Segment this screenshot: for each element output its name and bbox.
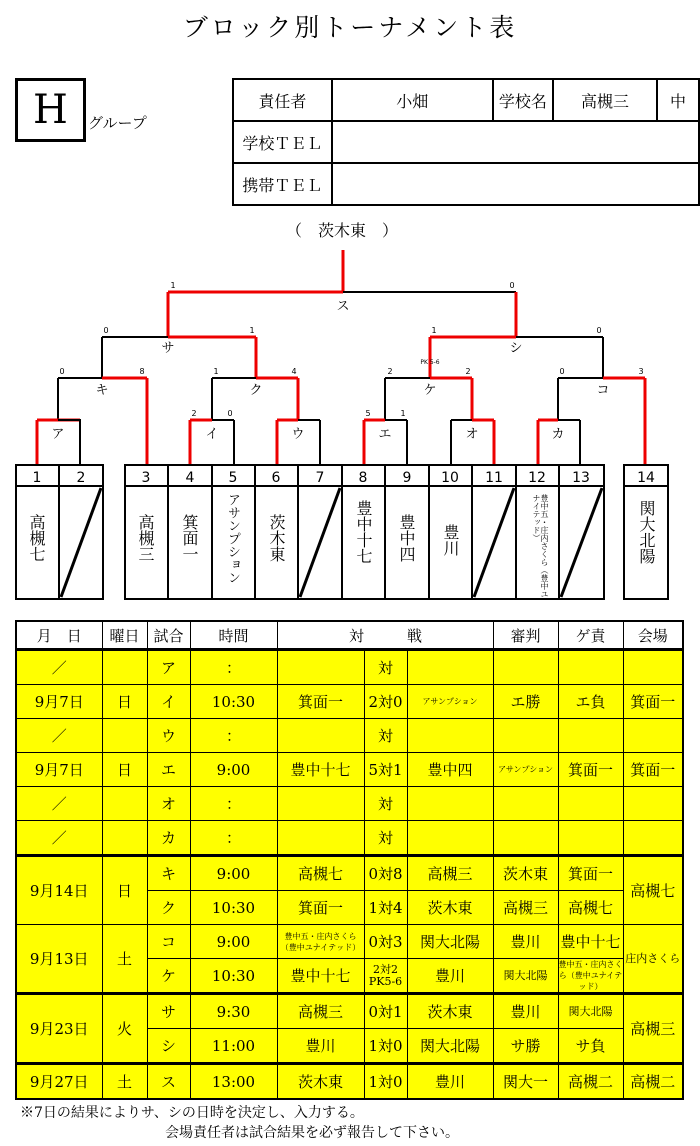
team-name: 豊中五・庄内さくら（豊中ユナイテッド） [532, 494, 549, 598]
header-spacer [364, 621, 407, 650]
score: 1 [170, 281, 176, 290]
schedule-rows-first-round [16, 650, 683, 856]
cell-date: ／ [16, 821, 102, 856]
cell-game: ケ [147, 959, 190, 994]
cell-referee [493, 821, 558, 856]
cell-game: キ [147, 856, 190, 891]
slot-number: 8 [358, 470, 368, 486]
cell-date: 9月7日 [16, 753, 102, 787]
cell-team-b [407, 787, 493, 821]
cell-team-b: アサンプション [407, 685, 493, 719]
cell-team-a: 豊中五・庄内さくら（豊中ユナイテッド） [277, 925, 364, 959]
header-game: 試合 [147, 621, 190, 650]
header-date: 月 日 [16, 621, 102, 650]
slot-number: 11 [485, 470, 503, 486]
score: 1 [400, 409, 406, 418]
match-label: ス [336, 299, 350, 314]
score: 2 [465, 367, 471, 376]
cell-team-a: 高槻七 [277, 856, 364, 891]
school-value: 高槻三 [553, 79, 657, 121]
cell-score: 0対1 [364, 994, 407, 1029]
cell-day: 日 [102, 685, 147, 719]
cell-day: 火 [102, 994, 147, 1064]
tournament-bracket [0, 240, 700, 470]
cell-game: サ [147, 994, 190, 1029]
cell-game-resp: 高槻二 [558, 1064, 623, 1100]
team-name: 豊中四 [397, 514, 416, 562]
header-game-resp: ゲ責 [558, 621, 623, 650]
header-time: 時間 [190, 621, 277, 650]
score: 0 [227, 409, 233, 418]
cell-time: 10:30 [190, 685, 277, 719]
cell-team-a: 茨木東 [277, 1064, 364, 1100]
page-title: ブロック別トーナメント表 [182, 13, 518, 42]
cell-time: ： [190, 821, 277, 856]
cell-day: 土 [102, 925, 147, 994]
slot-number: 12 [528, 470, 546, 486]
cell-team-b [407, 821, 493, 856]
score: 3 [638, 367, 644, 376]
header-venue: 会場 [623, 621, 683, 650]
schedule-table [15, 620, 684, 1100]
cell-score: 0対3 [364, 925, 407, 959]
cell-day: 土 [102, 1064, 147, 1100]
cell-team-a: 豊中十七 [277, 753, 364, 787]
cell-time: 10:30 [190, 959, 277, 994]
table-row [16, 719, 683, 753]
cell-team-b: 豊中四 [407, 753, 493, 787]
cell-team-b: 関大北陽 [407, 1029, 493, 1064]
score: 0 [103, 326, 109, 335]
cell-game-resp: 箕面一 [558, 856, 623, 891]
cell-day [102, 650, 147, 685]
header-day: 曜日 [102, 621, 147, 650]
match-label: ア [51, 427, 65, 442]
team-name: 豊川 [441, 524, 460, 556]
cell-score: 5対1 [364, 753, 407, 787]
match-label: コ [596, 383, 610, 398]
team-name: アサンプション [225, 493, 240, 584]
cell-team-a: 箕面一 [277, 685, 364, 719]
cell-game: コ [147, 925, 190, 959]
cell-team-a: 高槻三 [277, 994, 364, 1029]
cell-game-resp [558, 719, 623, 753]
cell-time: 9:30 [190, 994, 277, 1029]
team-name: 茨木東 [267, 514, 286, 562]
score: 5 [365, 409, 371, 418]
cell-score: 2対0 [364, 685, 407, 719]
score: 1 [431, 326, 437, 335]
slot-number: 10 [441, 470, 459, 486]
match-label: サ [161, 341, 175, 356]
cell-score: 対 [364, 719, 407, 753]
cell-team-b: 茨木東 [407, 891, 493, 925]
cell-team-a: 箕面一 [277, 891, 364, 925]
match-label: キ [95, 383, 109, 398]
cell-venue: 庄内さくら [623, 925, 683, 994]
champion-label: （ 茨木東 ） [286, 221, 399, 240]
slot-number: 6 [271, 470, 281, 486]
slot-number: 1 [32, 470, 42, 486]
table-row [16, 787, 683, 821]
footnote: 会場責任者は試合結果を必ず報告して下さい。 [165, 1125, 459, 1141]
cell-referee: アサンプション [493, 753, 558, 787]
score: 1 [213, 367, 219, 376]
match-label: シ [509, 341, 523, 356]
pk-score: PK 5-6 [420, 359, 440, 366]
schedule-rows-second-round [16, 856, 683, 994]
cell-team-a: 豊中十七 [277, 959, 364, 994]
cell-game: イ [147, 685, 190, 719]
cell-venue: 高槻二 [623, 1064, 683, 1100]
cell-game: ウ [147, 719, 190, 753]
match-label: ク [249, 383, 263, 398]
cell-game-resp: 関大北陽 [558, 994, 623, 1029]
table-row [16, 650, 683, 685]
cell-game-resp [558, 821, 623, 856]
table-row [16, 753, 683, 787]
slot-number: 14 [637, 470, 655, 486]
slot-number: 4 [185, 470, 195, 486]
slot-number: 3 [141, 470, 151, 486]
cell-referee: エ勝 [493, 685, 558, 719]
cell-score: 1対0 [364, 1064, 407, 1100]
mobile-tel-label: 携帯ＴＥＬ [233, 163, 332, 205]
table-row [16, 821, 683, 856]
cell-venue: 箕面一 [623, 685, 683, 719]
level-value: 中 [657, 79, 699, 121]
slot-number: 13 [572, 470, 590, 486]
cell-date: 9月27日 [16, 1064, 102, 1100]
schedule-rows-final [16, 1064, 683, 1100]
cell-date: ／ [16, 787, 102, 821]
cell-day: 日 [102, 856, 147, 925]
cell-day: 日 [102, 753, 147, 787]
team-name: 豊中十七 [354, 500, 373, 564]
cell-game: ス [147, 1064, 190, 1100]
header-referee: 審判 [493, 621, 558, 650]
cell-referee: 高槻三 [493, 891, 558, 925]
score: 4 [291, 367, 297, 376]
cell-time: 9:00 [190, 856, 277, 891]
slot-number: 9 [402, 470, 412, 486]
group-letter: H [15, 78, 86, 142]
cell-game-resp: 箕面一 [558, 753, 623, 787]
team-name: 箕面一 [180, 514, 199, 562]
score: 0 [59, 367, 65, 376]
cell-referee: 茨木東 [493, 856, 558, 891]
cell-score: 1対0 [364, 1029, 407, 1064]
team-slots [0, 464, 700, 604]
cell-score: 対 [364, 821, 407, 856]
team-name: 高槻七 [27, 514, 46, 562]
match-label: オ [465, 427, 479, 442]
footnote: ※7日の結果によりサ、シの日時を決定し、入力する。 [20, 1105, 364, 1121]
cell-referee: 豊川 [493, 925, 558, 959]
slot-number: 5 [228, 470, 238, 486]
table-row [16, 1064, 683, 1100]
cell-score: 対 [364, 787, 407, 821]
cell-referee: 関大北陽 [493, 959, 558, 994]
table-row [16, 925, 683, 959]
score: 2 [191, 409, 197, 418]
cell-game: カ [147, 821, 190, 856]
cell-time: ： [190, 650, 277, 685]
match-label: カ [551, 427, 565, 442]
match-label: ケ [423, 383, 437, 398]
cell-date: 9月23日 [16, 994, 102, 1064]
school-tel-value [332, 121, 699, 163]
table-row [16, 856, 683, 891]
cell-score: 対 [364, 650, 407, 685]
cell-game-resp [558, 650, 623, 685]
team-name: 高槻三 [136, 514, 155, 562]
cell-time: 9:00 [190, 753, 277, 787]
cell-venue [623, 787, 683, 821]
header-vs-left: 対 [277, 621, 364, 650]
schedule-rows-semifinal [16, 994, 683, 1064]
cell-time: 11:00 [190, 1029, 277, 1064]
cell-venue [623, 650, 683, 685]
cell-venue [623, 719, 683, 753]
cell-referee: サ勝 [493, 1029, 558, 1064]
cell-date: ／ [16, 650, 102, 685]
cell-time: 10:30 [190, 891, 277, 925]
cell-game: ア [147, 650, 190, 685]
cell-time: 9:00 [190, 925, 277, 959]
cell-day [102, 821, 147, 856]
manager-label: 責任者 [233, 79, 332, 121]
cell-team-a [277, 650, 364, 685]
cell-score: 0対8 [364, 856, 407, 891]
cell-venue: 高槻三 [623, 994, 683, 1064]
table-row [16, 685, 683, 719]
school-tel-label: 学校ＴＥＬ [233, 121, 332, 163]
slot-number: 2 [76, 470, 86, 486]
cell-team-b: 豊川 [407, 959, 493, 994]
score: 2 [387, 367, 393, 376]
cell-time: ： [190, 787, 277, 821]
cell-team-b: 茨木東 [407, 994, 493, 1029]
cell-game-resp: サ負 [558, 1029, 623, 1064]
team-name: 関大北陽 [637, 500, 656, 564]
cell-time: 13:00 [190, 1064, 277, 1100]
cell-referee [493, 650, 558, 685]
cell-team-b: 関大北陽 [407, 925, 493, 959]
cell-team-a [277, 719, 364, 753]
cell-referee [493, 719, 558, 753]
cell-game-resp: 高槻七 [558, 891, 623, 925]
cell-game-resp: 豊中十七 [558, 925, 623, 959]
cell-game-resp: 豊中五・庄内さくら（豊中ユナイテッド） [558, 959, 623, 994]
header-vs-right: 戦 [407, 621, 493, 650]
match-label: イ [205, 427, 219, 442]
cell-team-b: 豊川 [407, 1064, 493, 1100]
cell-team-a: 豊川 [277, 1029, 364, 1064]
cell-date: 9月14日 [16, 856, 102, 925]
cell-referee: 関大一 [493, 1064, 558, 1100]
manager-value: 小畑 [332, 79, 493, 121]
table-row [16, 994, 683, 1029]
match-label: ウ [291, 427, 305, 442]
cell-team-a [277, 787, 364, 821]
cell-score: 1対4 [364, 891, 407, 925]
contact-info-table [232, 78, 700, 206]
match-label: エ [378, 427, 392, 442]
cell-score: 2対2 PK5-6 [364, 959, 407, 994]
cell-game: エ [147, 753, 190, 787]
score: 0 [596, 326, 602, 335]
cell-date: 9月7日 [16, 685, 102, 719]
cell-date: ／ [16, 719, 102, 753]
cell-venue: 箕面一 [623, 753, 683, 787]
score: 0 [509, 281, 515, 290]
cell-venue: 高槻七 [623, 856, 683, 925]
cell-team-b [407, 719, 493, 753]
score: 1 [249, 326, 255, 335]
cell-referee [493, 787, 558, 821]
cell-date: 9月13日 [16, 925, 102, 994]
slot-number: 7 [315, 470, 325, 486]
cell-day [102, 787, 147, 821]
cell-game: シ [147, 1029, 190, 1064]
cell-game: オ [147, 787, 190, 821]
score: 0 [559, 367, 565, 376]
cell-game-resp: エ負 [558, 685, 623, 719]
cell-team-b [407, 650, 493, 685]
score: 8 [139, 367, 145, 376]
group-label: グループ [88, 114, 147, 132]
cell-game-resp [558, 787, 623, 821]
school-label: 学校名 [493, 79, 553, 121]
cell-venue [623, 821, 683, 856]
cell-team-b: 高槻三 [407, 856, 493, 891]
cell-day [102, 719, 147, 753]
mobile-tel-value [332, 163, 699, 205]
cell-game: ク [147, 891, 190, 925]
cell-time: ： [190, 719, 277, 753]
cell-referee: 豊川 [493, 994, 558, 1029]
cell-team-a [277, 821, 364, 856]
